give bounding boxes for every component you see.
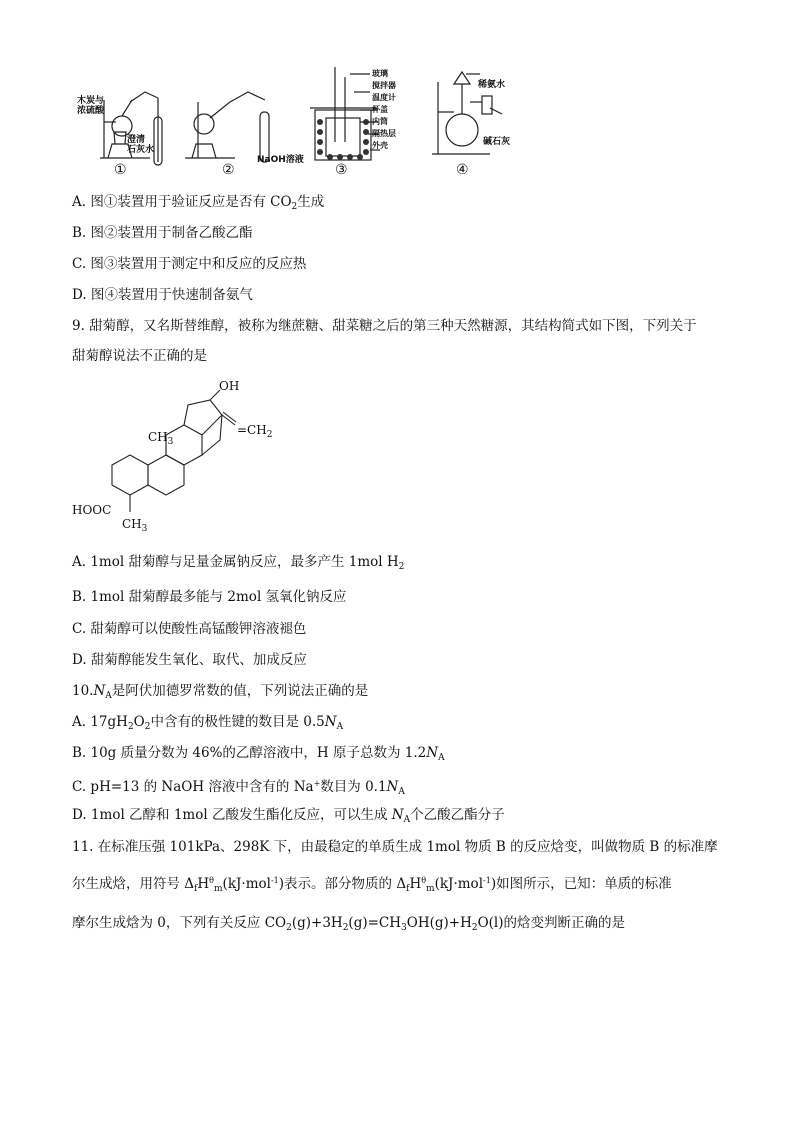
struct-oh: OH (219, 379, 240, 393)
q10-option-c: C. pH=13 的 NaOH 溶液中含有的 Na+数目为 $0.1N_A$ (72, 779, 405, 797)
q10-stem: $10.N_A$是阿伏加德罗常数的值，下列说法正确的是 (72, 683, 369, 701)
fig3-label-0: 玻璃 (372, 69, 388, 78)
q10-option-a: A. $17gH_2O_2$中含有的极性键的数目是 $0.5N_A$ (72, 714, 344, 732)
q8-option-a: A. 图①装置用于验证反应是否有 $CO_2$生成 (72, 194, 325, 212)
q9-option-a: A. 1mol 甜菊醇与足量金属钠反应，最多产生 1mol $H_2$ (72, 554, 405, 572)
fig4-label-top: 稀氨水 (478, 80, 506, 90)
fig2-label: NaOH溶液 (257, 155, 304, 165)
q9-option-d: D. 甜菊醇能发生氧化、取代、加成反应 (72, 652, 307, 668)
q11-line3: 摩尔生成焓为 0，下列有关反应 $CO_2(g)+3H_2(g)=CH_3OH(g)+H_2O(l)$的焓变判断正确的是 (72, 915, 626, 933)
fig3-label-2: 温度计 (372, 93, 396, 102)
q9-stem-line2: 甜菊醇说法不正确的是 (72, 348, 207, 364)
fig1-label-tl2: 浓硫酸 (77, 106, 105, 116)
fig1-label-r1: 澄清 (127, 135, 146, 145)
fig2-number: ② (222, 162, 235, 178)
q9-option-b: B. 1mol 甜菊醇最多能与 2mol 氢氧化钠反应 (72, 589, 347, 605)
fig4-number: ④ (456, 162, 469, 178)
struct-me: $CH_3$ (148, 430, 174, 447)
struct-hooc: HOOC (72, 503, 112, 517)
struct-ch2: $=CH_2$ (237, 423, 273, 440)
fig3-label-4: 内筒 (372, 117, 388, 126)
fig3-number: ③ (335, 162, 348, 178)
q8-option-b: B. 图②装置用于制备乙酸乙酯 (72, 225, 253, 241)
struct-me2: $CH_3$ (122, 517, 148, 534)
q10-option-b: B. 10g 质量分数为 46%的乙醇溶液中，H 原子总数为 $1.2N_A$ (72, 745, 445, 763)
q11-line2: 尔生成焓，用符号 $\Delta_fH^\theta_m(kJ\cdot mol^{-1})$表示。部分物质的 $\Delta_fH^\theta_m(kJ\cdot mol^{-1})$如图所示，已知：单质的标准 (72, 876, 672, 894)
steviol-structure (100, 380, 280, 530)
fig3-label-5: 隔热层 (372, 129, 396, 138)
fig3-label-6: 外壳 (372, 141, 388, 150)
q11-line1: 11. 在标准压强 101kPa、298K 下，由最稳定的单质生成 1mol 物质 B 的反应焓变，叫做物质 B 的标准摩 (72, 839, 718, 855)
fig3-label-1: 搅拌器 (372, 81, 396, 90)
fig1-number: ① (114, 162, 127, 178)
fig1-label-tl1: 木炭与 (77, 96, 105, 106)
fig3-apparatus (310, 67, 380, 160)
fig3-label-3: 杯盖 (372, 105, 388, 114)
fig1-label-r2: 石灰水 (127, 145, 155, 155)
q8-option-d: D. 图④装置用于快速制备氨气 (72, 287, 253, 303)
fig4-label-r: 碱石灰 (483, 137, 511, 147)
q9-stem-line1: 9. 甜菊醇，又名斯替维醇，被称为继蔗糖、甜菜糖之后的第三种天然糖源，其结构简式如下图，下列关于 (72, 318, 697, 334)
q8-option-c: C. 图③装置用于测定中和反应的反应热 (72, 256, 307, 272)
q10-option-d: D. 1mol 乙醇和 1mol 乙酸发生酯化反应，可以生成 $N_A$个乙酸乙酯分子 (72, 807, 505, 825)
q9-option-c: C. 甜菊醇可以使酸性高锰酸钾溶液褪色 (72, 621, 307, 637)
